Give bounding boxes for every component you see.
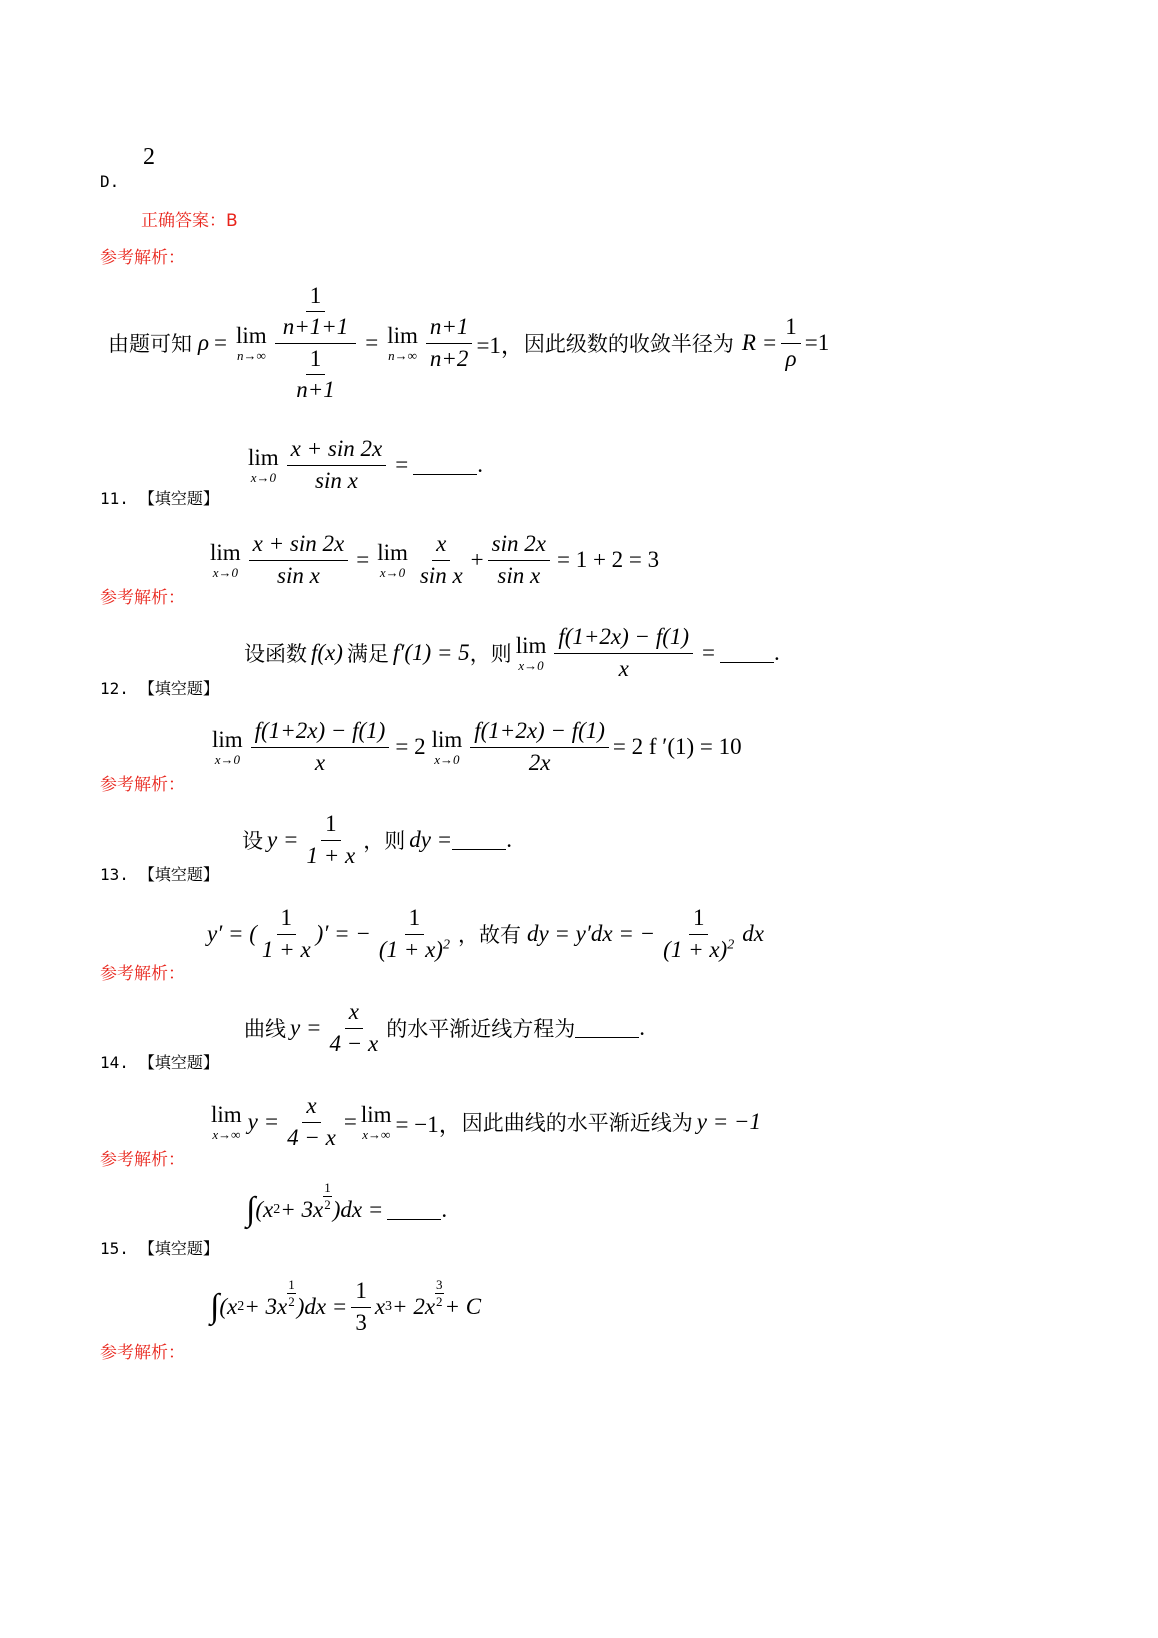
equals: = (214, 330, 228, 355)
solution-10-prefix: 由题可知 (108, 332, 192, 356)
option-value: 2 (143, 144, 155, 170)
compound-fraction: $\frac{\frac{1}{n+1+1}}{\frac{1}{n+1}}$ (275, 284, 357, 402)
rho-symbol: ρ (198, 330, 210, 355)
solution-10-text: 因此级数的收敛半径为 (523, 332, 734, 356)
reference-label-14: 参考解析： (100, 1150, 185, 1170)
integral-symbol: ∫ (210, 1288, 220, 1325)
question-14-header: 14. 【填空题】 (100, 1053, 219, 1072)
option-label: D. (100, 172, 120, 191)
solution-10: 由题可知 ρ = lim n→∞ $\frac{\frac{1}{n+1+1}}{\frac{1}{n+1}}$ = lim n→∞ $\frac{n+1}{n+2}$ =1， 因此级数的收敛半径为 R = $\frac{1}{\rho}$ =1 (108, 283, 830, 402)
answer-blank (413, 456, 477, 475)
question-12-header: 12. 【填空题】 (100, 679, 219, 698)
question-13-formula: 设 y = $\frac{1}{1 + x}$ ，则 dy = . (242, 811, 512, 868)
correct-answer: 正确答案：B (141, 211, 238, 231)
answer-11-formula: lim x→0 $\frac{x + \sin 2x}{\text{sin x}}$ = lim x→0 $\frac{x}{\text{sin x}}$ + $\frac{\sin 2x}{\text{sin x}}$ = 1 + 2 = 3 (210, 531, 660, 588)
question-14-formula: 曲线 y = $\frac{x}{4 - x}$ 的水平渐近线方程为 . (244, 999, 645, 1056)
reference-label-13: 参考解析： (100, 964, 185, 984)
reference-label-15: 参考解析： (100, 1343, 185, 1363)
reference-label: 参考解析： (100, 248, 185, 268)
reference-label-11: 参考解析： (100, 588, 185, 608)
question-11-formula: lim x→0 $\frac{x + \sin 2x}{\text{sin x}}$ = . (248, 436, 483, 493)
reference-label-12: 参考解析： (100, 775, 185, 795)
integral-symbol: ∫ (246, 1191, 256, 1228)
question-11-header: 11. 【填空题】 (100, 489, 219, 508)
answer-15-formula: ∫ (x 2 + 3x $\frac{1}{2}$ )dx = $\frac{1}{3}$ x 3 + 2x $\frac{3}{2}$ + C (210, 1276, 482, 1335)
answer-12-formula: lim x→0 $\frac{f(1+2x) - f(1)}{x}$ = 2 lim x→0 $\frac{f(1+2x) - f(1)}{2x}$ = 2 f ′(1) = 10 (212, 718, 742, 775)
question-15-header: 15. 【填空题】 (100, 1239, 219, 1258)
answer-13-formula: y′ = ( $\frac{1}{1 + x}$ )′ = − $\frac{1}{(1 + x)^2}$ ，故有 dy = y′dx = − $\frac{1}{(1 + x)^2}$ dx (207, 905, 764, 962)
ratio-fraction: $\frac{n+1}{n+2}$ (426, 315, 473, 370)
question-15-formula: ∫ (x 2 + 3x $\frac{1}{2}$ )dx = . (246, 1179, 448, 1228)
question-13-header: 13. 【填空题】 (100, 865, 219, 884)
question-12-formula: 设函数 f(x) 满足 f′(1) = 5 ，则 lim x→0 $\frac{f(1+2x) - f(1)}{x}$ = . (244, 624, 780, 681)
limit-operator: lim n→∞ (236, 323, 267, 363)
answer-14-formula: lim x→∞ y = $\frac{x}{4 - x}$ = lim x→∞ = −1， 因此曲线的水平渐近线为 y = −1 (211, 1093, 761, 1150)
